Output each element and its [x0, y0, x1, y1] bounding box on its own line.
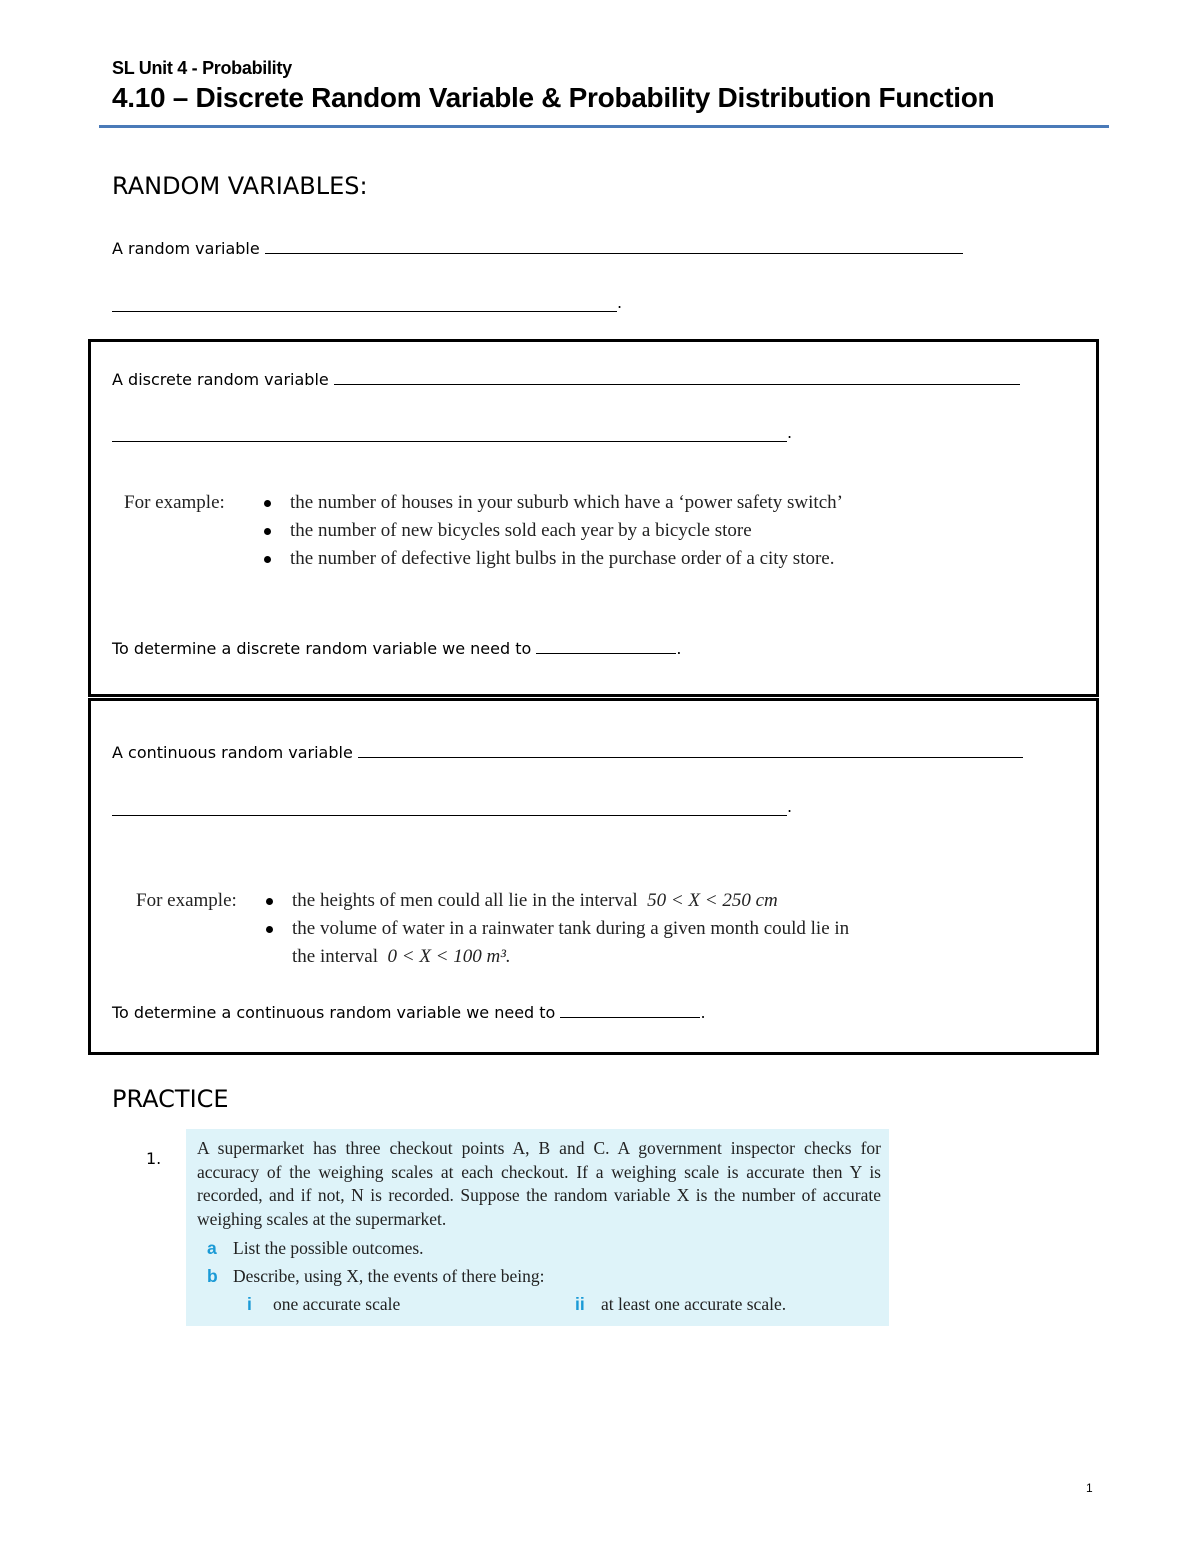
- interval-math: 0 < X < 100 m³.: [387, 946, 511, 967]
- bullet-icon: [266, 926, 273, 933]
- part-b-subparts: [197, 1290, 881, 1318]
- section-heading-practice: PRACTICE: [112, 1085, 229, 1113]
- definition-label: A random variable: [112, 239, 260, 258]
- random-variable-definition: [112, 239, 963, 258]
- discrete-label: A discrete random variable: [112, 370, 329, 389]
- part-b-ii: ii at least one accurate scale.: [575, 1290, 786, 1318]
- fill-in-blank[interactable]: [560, 1017, 700, 1018]
- title-rule: [99, 125, 1109, 128]
- bullet-icon: [264, 556, 271, 563]
- discrete-determine: To determine a discrete random variable we need to .: [112, 639, 682, 658]
- bullet-icon: [266, 898, 273, 905]
- fill-in-line[interactable]: [112, 297, 617, 312]
- list-item: the volume of water in a rainwater tank during a given month could lie in: [264, 915, 849, 943]
- example-label: For example:: [124, 492, 225, 513]
- list-item: the number of new bicycles sold each year by a bicycle store: [262, 517, 843, 545]
- unit-label: SL Unit 4 - Probability: [112, 58, 292, 78]
- fill-in-blank[interactable]: [536, 653, 676, 654]
- part-a-label: a: [207, 1238, 217, 1258]
- bullet-icon: [264, 528, 271, 535]
- list-item: the heights of men could all lie in the interval 50 < X < 250 cm: [264, 887, 849, 915]
- continuous-determine: To determine a continuous random variable we need to .: [112, 1003, 706, 1022]
- section-heading-random-variables: RANDOM VARIABLES:: [112, 172, 368, 200]
- continuous-example-list: [264, 887, 849, 971]
- list-item: the number of defective light bulbs in the purchase order of a city store.: [262, 545, 843, 573]
- bullet-icon: [264, 500, 271, 507]
- fill-in-line[interactable]: [112, 801, 787, 816]
- example-label: For example:: [136, 890, 237, 911]
- part-b: b Describe, using X, the events of there being:: [197, 1262, 881, 1290]
- part-b-label: b: [207, 1266, 218, 1286]
- page-number: 1: [1086, 1481, 1093, 1495]
- page-title: 4.10 – Discrete Random Variable & Probability Distribution Function: [112, 82, 995, 113]
- end-punctuation: .: [787, 423, 793, 442]
- part-b-i-label: i: [247, 1294, 252, 1314]
- list-item: the number of houses in your suburb which have a ‘power safety switch’: [262, 489, 843, 517]
- part-b-ii-label: ii: [575, 1294, 585, 1314]
- fill-in-line[interactable]: [112, 427, 787, 442]
- continuous-label: A continuous random variable: [112, 743, 353, 762]
- discrete-definition: [112, 370, 1020, 389]
- discrete-example-list: [262, 489, 843, 573]
- part-a: a List the possible outcomes.: [197, 1234, 881, 1262]
- fill-in-blank[interactable]: [358, 757, 1023, 758]
- fill-in-blank[interactable]: [334, 384, 1020, 385]
- end-punctuation: .: [617, 293, 623, 312]
- question-text: A supermarket has three checkout points A, B and C. A government inspector checks for accuracy of the weighing scales at each checkout. If a weighing scale is accurate then Y is recorded, and if not, N is recorded. Suppose the random variable X is the number of accurate weighing scales at the supermarket.: [197, 1138, 881, 1229]
- question-number: 1.: [146, 1149, 162, 1168]
- part-b-i: i one accurate scale: [247, 1290, 400, 1318]
- continuous-definition: [112, 743, 1023, 762]
- list-item: the interval 0 < X < 100 m³.: [292, 946, 511, 967]
- interval-math: 50 < X < 250 cm: [647, 890, 778, 911]
- end-punctuation: .: [787, 797, 793, 816]
- practice-question-box: [186, 1129, 889, 1326]
- fill-in-blank[interactable]: [265, 253, 963, 254]
